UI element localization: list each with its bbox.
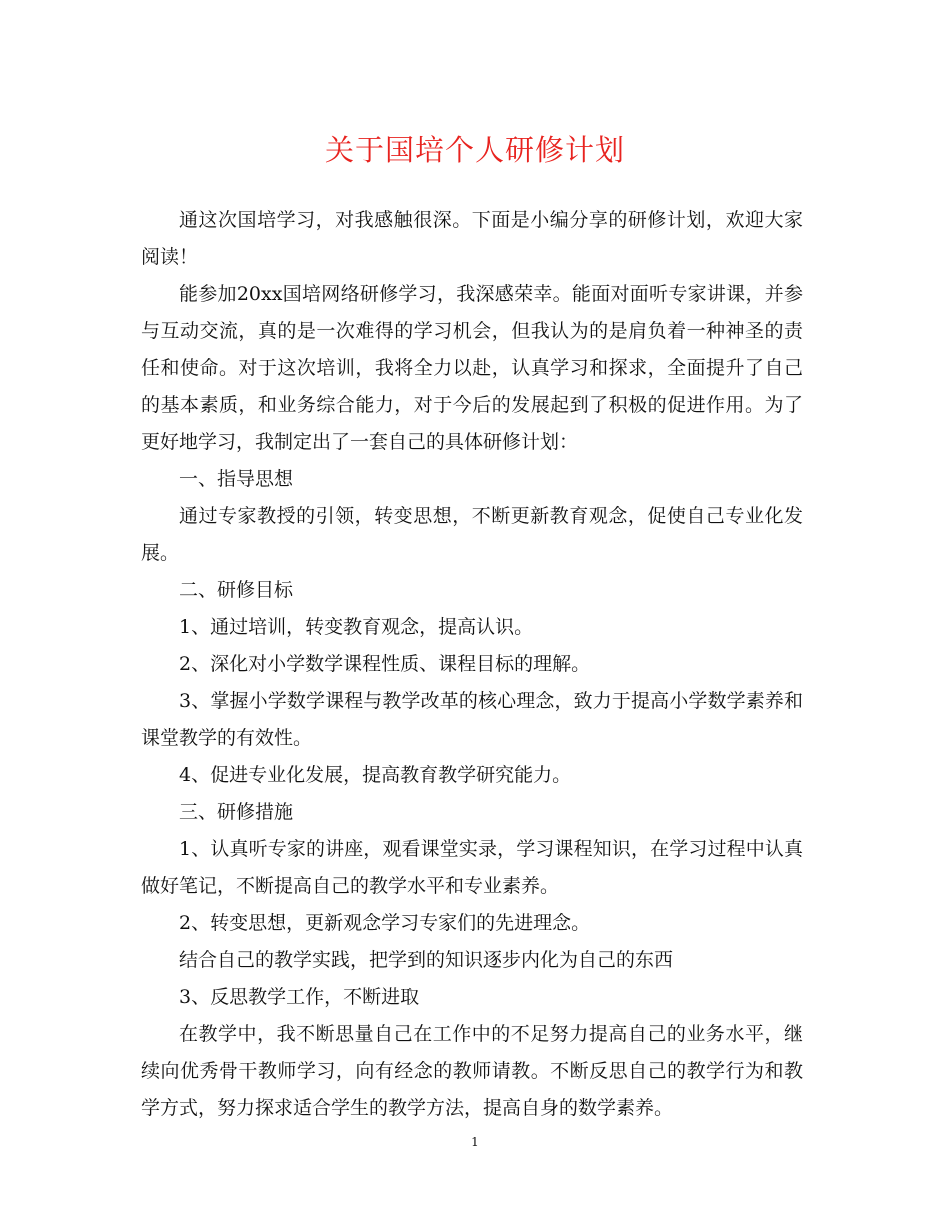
document-title: 关于国培个人研修计划 [324, 133, 625, 167]
section-heading: 二、研修目标 [179, 579, 294, 601]
list-item: 1、通过培训，转变教育观念，提高认识。 [179, 616, 534, 638]
section-heading: 一、指导思想 [179, 468, 294, 490]
page-number: 1 [471, 1135, 479, 1149]
paragraph: 通这次国培学习，对我感触很深。下面是小编分享的研修计划，欢迎大家阅读！ [141, 209, 803, 268]
paragraph: 在教学中，我不断思量自己在工作中的不足努力提高自己的业务水平，继续向优秀骨干教师学习，向有经念的教师请教。不断反思自己的教学行为和教学方式，努力探求适合学生的教学方法，提高自身的数学素养。 [141, 1023, 803, 1119]
paragraph: 能参加20xx国培网络研修学习，我深感荣幸。能面对面听专家讲课，并参与互动交流，真的是一次难得的学习机会，但我认为的是肩负着一种神圣的责任和使命。对于这次培训，我将全力以赴，认真学习和探求，全面提升了自己的基本素质，和业务综合能力，对于今后的发展起到了积极的促进作用。为了更好地学习，我制定出了一套自己的具体研修计划： [141, 283, 803, 453]
list-item: 3、掌握小学数学课程与教学改革的核心理念，致力于提高小学数学素养和课堂教学的有效性。 [141, 690, 803, 749]
paragraph: 结合自己的教学实践，把学到的知识逐步内化为自己的东西 [179, 949, 674, 971]
paragraph: 通过专家教授的引领，转变思想，不断更新教育观念，促使自己专业化发展。 [141, 505, 803, 564]
section-heading: 三、研修措施 [179, 801, 294, 823]
list-item: 3、反思教学工作，不断进取 [179, 986, 420, 1008]
list-item: 2、深化对小学数学课程性质、课程目标的理解。 [179, 653, 591, 675]
list-item: 2、转变思想，更新观念学习专家们的先进理念。 [179, 912, 591, 934]
list-item: 4、促进专业化发展，提高教育教学研究能力。 [179, 764, 572, 786]
list-item: 1、认真听专家的讲座，观看课堂实录，学习课程知识，在学习过程中认真做好笔记，不断提高自己的教学水平和专业素养。 [141, 838, 803, 897]
document-body [141, 202, 803, 1127]
